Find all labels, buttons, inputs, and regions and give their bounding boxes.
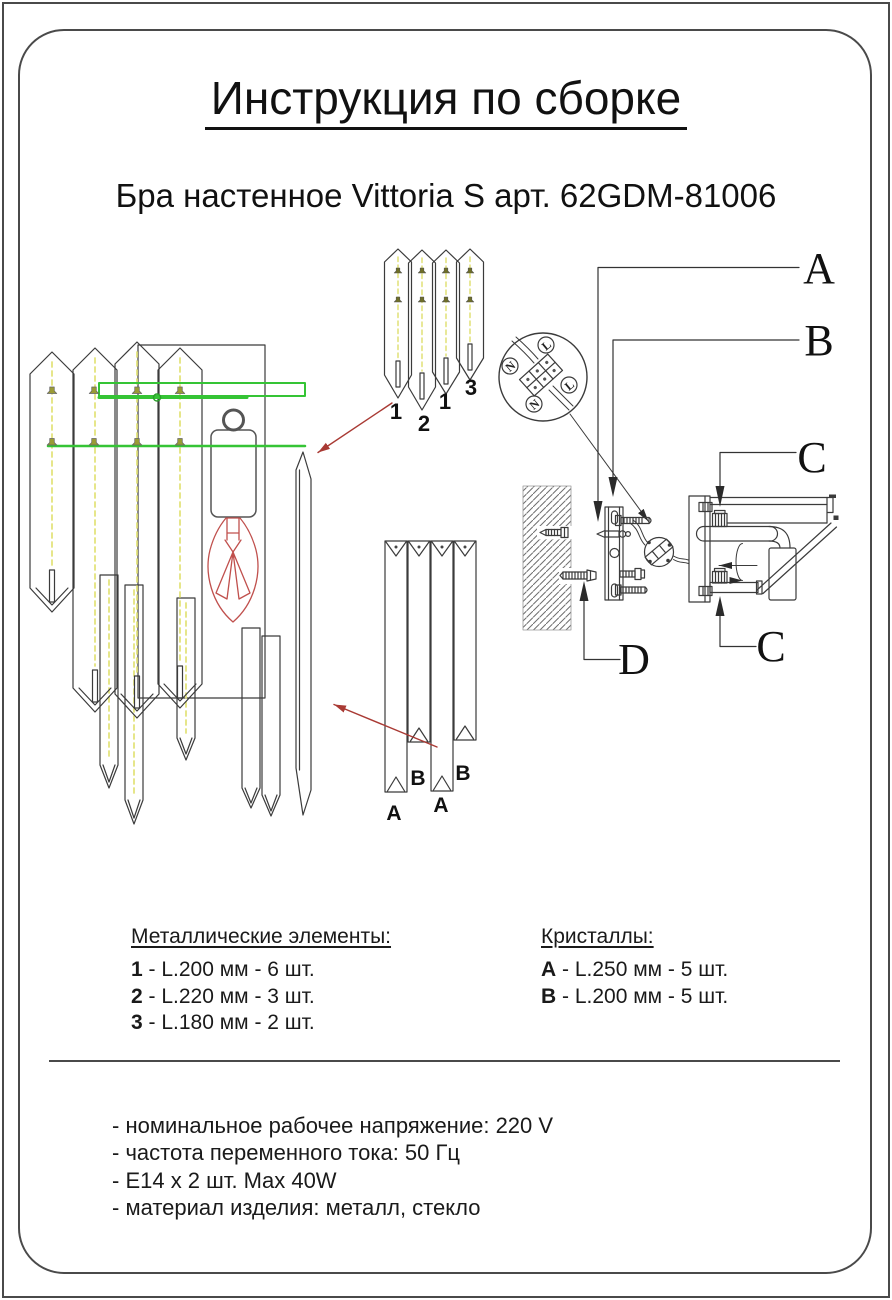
wire-label-n-left: N (502, 358, 519, 375)
crystal-label-b1: B (410, 767, 426, 790)
callout-c-top: C (797, 433, 827, 482)
red-arrow-metal (318, 403, 392, 453)
metal-part-desc-1: - L.200 мм - 6 шт. (142, 958, 315, 981)
side-pendant (296, 452, 311, 815)
callout-a: A (803, 244, 835, 293)
divider (49, 1060, 840, 1062)
lamp-holder (211, 430, 256, 517)
metal-part-row-1 (131, 957, 391, 984)
callout-c-bottom: C (756, 622, 786, 671)
page-title: Инструкция по сборке (205, 74, 687, 130)
metal-parts-list (131, 925, 391, 1037)
detail-leader-line (570, 414, 649, 522)
metal-part-row-3 (131, 1010, 391, 1037)
crystal-part-desc-2: - L.200 мм - 5 шт. (556, 984, 729, 1008)
mounting-bracket (597, 507, 651, 600)
wire-label-n-bottom: N (526, 396, 543, 413)
crystal-label-b2: B (455, 762, 471, 785)
metal-parts-heading: Металлические элементы: (131, 925, 392, 948)
mounting-diagram (523, 486, 839, 630)
assembled-sconce-drawing (30, 342, 311, 824)
specifications (112, 1112, 553, 1222)
spec-material: - материал изделия: металл, стекло (112, 1195, 481, 1221)
sconce-body (689, 495, 839, 603)
wall-hatch (523, 486, 571, 630)
metal-part-desc-3: - L.180 мм - 2 шт. (142, 1011, 315, 1034)
spec-voltage: - номинальное рабочее напряжение: 220 V (112, 1113, 554, 1138)
red-arrows (318, 403, 437, 747)
crystal-part-row-2 (541, 984, 728, 1011)
anchor-screw (559, 568, 601, 584)
crystal-parts-heading: Кристаллы: (541, 925, 654, 948)
crystal-part-row-1 (541, 957, 728, 984)
wire-label-l-top: L (538, 337, 554, 354)
wire-label-l-right: L (561, 377, 577, 394)
metal-label-1b: 1 (438, 389, 452, 414)
metal-part-key-1: 1 (131, 958, 143, 981)
callout-d: D (618, 635, 650, 684)
crystal-elements-drawing (385, 541, 476, 825)
metal-part-key-2: 2 (131, 984, 143, 1008)
callout-b: B (804, 316, 834, 365)
callout-labels (580, 244, 836, 684)
wall-screw (537, 526, 572, 539)
bulb-drawing (208, 518, 258, 622)
rotate-arrow (736, 544, 743, 581)
crystal-part-key-1: A (541, 958, 557, 981)
spec-lamp: - E14 x 2 шт. Max 40W (112, 1167, 337, 1193)
metal-label-2: 2 (417, 411, 431, 436)
metal-label-3: 3 (464, 375, 478, 400)
metal-part-key-3: 3 (131, 1011, 143, 1034)
crystal-part-key-2: B (541, 984, 557, 1008)
wiring-detail (499, 333, 649, 522)
product-name: Бра настенное Vittoria S арт. 62GDM-81006 (115, 177, 777, 214)
hanging-ring (224, 410, 244, 430)
metal-part-row-2 (131, 984, 391, 1011)
crystal-label-a2: A (433, 794, 449, 817)
metal-part-desc-2: - L.220 мм - 3 шт. (142, 984, 315, 1008)
junction-box (630, 520, 689, 567)
metal-label-1a: 1 (389, 399, 403, 424)
metal-elements-drawing (385, 249, 484, 436)
crystal-label-a1: A (386, 802, 402, 825)
crystal-parts-list (541, 925, 728, 1010)
spec-frequency: - частота переменного тока: 50 Гц (112, 1140, 461, 1166)
crystal-part-desc-1: - L.250 мм - 5 шт. (556, 958, 729, 981)
